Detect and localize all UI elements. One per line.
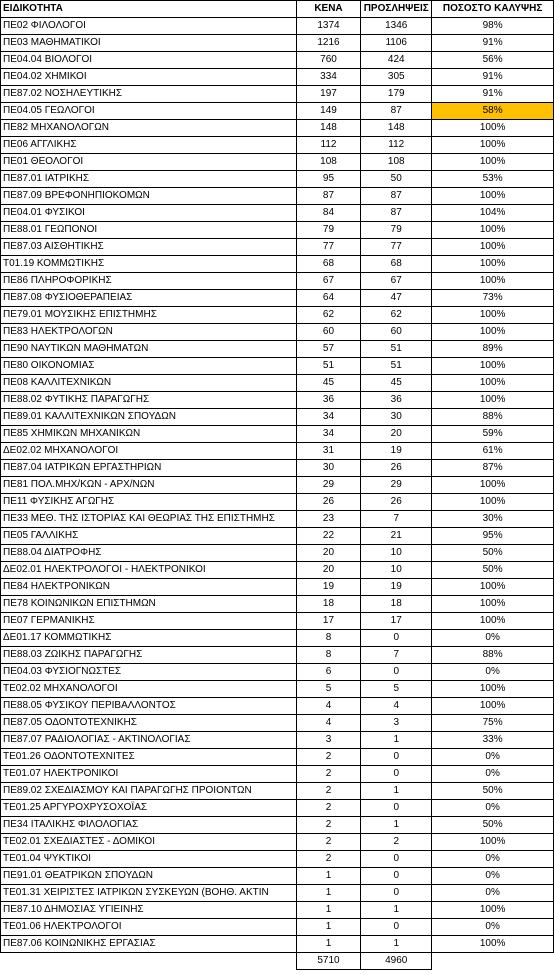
- cell-vacancies: 29: [296, 477, 361, 494]
- cell-vacancies: 2: [296, 766, 361, 783]
- cell-coverage: 73%: [432, 290, 554, 307]
- cell-vacancies: 5: [296, 681, 361, 698]
- cell-hires: 0: [361, 749, 432, 766]
- cell-vacancies: 34: [296, 409, 361, 426]
- cell-specialty: ΔΕ02.02 ΜΗΧΑΝΟΛΟΓΟΙ: [1, 443, 297, 460]
- table-row: [1, 681, 554, 698]
- table-row: [1, 545, 554, 562]
- table-row: [1, 103, 554, 120]
- table-row: [1, 256, 554, 273]
- cell-specialty: ΤΕ02.02 ΜΗΧΑΝΟΛΟΓΟΙ: [1, 681, 297, 698]
- cell-vacancies: 1: [296, 919, 361, 936]
- cell-vacancies: 18: [296, 596, 361, 613]
- table-row: [1, 511, 554, 528]
- table-row: [1, 902, 554, 919]
- table-row: [1, 460, 554, 477]
- table-row: [1, 630, 554, 647]
- cell-vacancies: 4: [296, 715, 361, 732]
- cell-coverage: 61%: [432, 443, 554, 460]
- cell-specialty: ΤΕ01.31 ΧΕΙΡΙΣΤΕΣ ΙΑΤΡΙΚΩΝ ΣΥΣΚΕΥΩΝ (ΒΟΗΘ. ΑΚΤΙΝ: [1, 885, 297, 902]
- cell-specialty: ΠΕ80 ΟΙΚΟΝΟΜΙΑΣ: [1, 358, 297, 375]
- table-row: [1, 188, 554, 205]
- cell-specialty: ΠΕ87.06 ΚΟΙΝΩΝΙΚΗΣ ΕΡΓΑΣΙΑΣ: [1, 936, 297, 953]
- cell-hires: 1: [361, 817, 432, 834]
- cell-hires: 21: [361, 528, 432, 545]
- table-row: [1, 664, 554, 681]
- cell-specialty: ΤΕ02.01 ΣΧΕΔΙΑΣΤΕΣ - ΔΟΜΙΚΟΙ: [1, 834, 297, 851]
- cell-hires: 30: [361, 409, 432, 426]
- cell-vacancies: 3: [296, 732, 361, 749]
- cell-hires: 7: [361, 647, 432, 664]
- cell-hires: 0: [361, 800, 432, 817]
- cell-coverage: 0%: [432, 749, 554, 766]
- cell-coverage: 0%: [432, 885, 554, 902]
- cell-vacancies: 108: [296, 154, 361, 171]
- cell-coverage: 100%: [432, 375, 554, 392]
- cell-hires: 77: [361, 239, 432, 256]
- cell-hires: 87: [361, 188, 432, 205]
- cell-hires: 2: [361, 834, 432, 851]
- cell-hires: 10: [361, 562, 432, 579]
- table-row: [1, 851, 554, 868]
- cell-hires: 26: [361, 494, 432, 511]
- cell-specialty: ΤΕ01.04 ΨΥΚΤΙΚΟΙ: [1, 851, 297, 868]
- table-row: [1, 52, 554, 69]
- cell-vacancies: 23: [296, 511, 361, 528]
- cell-specialty: ΠΕ86 ΠΛΗΡΟΦΟΡΙΚΗΣ: [1, 273, 297, 290]
- cell-vacancies: 2: [296, 783, 361, 800]
- cell-specialty: ΠΕ87.10 ΔΗΜΟΣΙΑΣ ΥΓΙΕΙΝΗΣ: [1, 902, 297, 919]
- cell-hires: 18: [361, 596, 432, 613]
- cell-coverage: 100%: [432, 936, 554, 953]
- table-row: [1, 477, 554, 494]
- cell-specialty: ΠΕ34 ΙΤΑΛΙΚΗΣ ΦΙΛΟΛΟΓΙΑΣ: [1, 817, 297, 834]
- table-row: [1, 273, 554, 290]
- table-row: [1, 800, 554, 817]
- table-row: [1, 715, 554, 732]
- cell-vacancies: 31: [296, 443, 361, 460]
- cell-vacancies: 87: [296, 188, 361, 205]
- cell-hires: 10: [361, 545, 432, 562]
- cell-vacancies: 6: [296, 664, 361, 681]
- cell-specialty: ΠΕ04.01 ΦΥΣΙΚΟΙ: [1, 205, 297, 222]
- cell-specialty: ΠΕ87.04 ΙΑΤΡΙΚΩΝ ΕΡΓΑΣΤΗΡΙΩΝ: [1, 460, 297, 477]
- cell-hires: 1346: [361, 18, 432, 35]
- cell-vacancies: 26: [296, 494, 361, 511]
- cell-specialty: ΠΕ33 ΜΕΘ. ΤΗΣ ΙΣΤΟΡΙΑΣ ΚΑΙ ΘΕΩΡΙΑΣ ΤΗΣ ΕΠΙΣΤΗΜΗΣ: [1, 511, 297, 528]
- cell-vacancies: 77: [296, 239, 361, 256]
- cell-hires: 67: [361, 273, 432, 290]
- cell-coverage: 100%: [432, 188, 554, 205]
- cell-specialty: ΠΕ88.01 ΓΕΩΠΟΝΟΙ: [1, 222, 297, 239]
- table-row: [1, 766, 554, 783]
- cell-vacancies: 79: [296, 222, 361, 239]
- header-hires: ΠΡΟΣΛΗΨΕΙΣ: [361, 1, 432, 18]
- cell-specialty: ΠΕ08 ΚΑΛΛΙΤΕΧΝΙΚΩΝ: [1, 375, 297, 392]
- cell-vacancies: 1374: [296, 18, 361, 35]
- cell-hires: 60: [361, 324, 432, 341]
- cell-specialty: ΠΕ04.02 ΧΗΜΙΚΟΙ: [1, 69, 297, 86]
- cell-coverage: 0%: [432, 800, 554, 817]
- cell-hires: 1: [361, 902, 432, 919]
- table-row: [1, 358, 554, 375]
- cell-hires: 0: [361, 851, 432, 868]
- table-row: [1, 35, 554, 52]
- cell-vacancies: 20: [296, 545, 361, 562]
- cell-hires: 0: [361, 664, 432, 681]
- cell-hires: 62: [361, 307, 432, 324]
- cell-vacancies: 57: [296, 341, 361, 358]
- table-row: [1, 69, 554, 86]
- cell-hires: 4: [361, 698, 432, 715]
- cell-hires: 424: [361, 52, 432, 69]
- cell-coverage: 100%: [432, 324, 554, 341]
- cell-vacancies: 1216: [296, 35, 361, 52]
- cell-vacancies: 2: [296, 800, 361, 817]
- cell-specialty: ΠΕ83 ΗΛΕΚΤΡΟΛΟΓΩΝ: [1, 324, 297, 341]
- cell-vacancies: 45: [296, 375, 361, 392]
- cell-coverage: 100%: [432, 256, 554, 273]
- header-vacancies: ΚΕΝΑ: [296, 1, 361, 18]
- table-row: [1, 817, 554, 834]
- cell-coverage: 98%: [432, 18, 554, 35]
- header-row: [1, 1, 554, 18]
- cell-vacancies: 19: [296, 579, 361, 596]
- cell-coverage: 50%: [432, 562, 554, 579]
- cell-specialty: ΠΕ02 ΦΙΛΟΛΟΓΟΙ: [1, 18, 297, 35]
- cell-vacancies: 148: [296, 120, 361, 137]
- table-row: [1, 885, 554, 902]
- cell-vacancies: 149: [296, 103, 361, 120]
- cell-specialty: ΠΕ04.05 ΓΕΩΛΟΓΟΙ: [1, 103, 297, 120]
- cell-vacancies: 36: [296, 392, 361, 409]
- cell-coverage: 50%: [432, 817, 554, 834]
- table-row: [1, 919, 554, 936]
- cell-hires: 7: [361, 511, 432, 528]
- cell-specialty: ΠΕ87.05 ΟΔΟΝΤΟΤΕΧΝΙΚΗΣ: [1, 715, 297, 732]
- cell-coverage: 91%: [432, 69, 554, 86]
- cell-coverage: 91%: [432, 35, 554, 52]
- table-row: [1, 647, 554, 664]
- cell-specialty: ΠΕ03 ΜΑΘΗΜΑΤΙΚΟΙ: [1, 35, 297, 52]
- cell-specialty: ΠΕ87.09 ΒΡΕΦΟΝΗΠΙΟΚΟΜΩΝ: [1, 188, 297, 205]
- cell-coverage: 50%: [432, 545, 554, 562]
- cell-coverage: 100%: [432, 477, 554, 494]
- cell-specialty: ΠΕ01 ΘΕΟΛΟΓΟΙ: [1, 154, 297, 171]
- cell-coverage: 0%: [432, 919, 554, 936]
- cell-coverage: 100%: [432, 273, 554, 290]
- cell-coverage: 88%: [432, 409, 554, 426]
- cell-hires: 112: [361, 137, 432, 154]
- cell-hires: 50: [361, 171, 432, 188]
- cell-vacancies: 760: [296, 52, 361, 69]
- cell-specialty: ΠΕ06 ΑΓΓΛΙΚΗΣ: [1, 137, 297, 154]
- cell-specialty: ΔΕ01.17 ΚΟΜΜΩΤΙΚΗΣ: [1, 630, 297, 647]
- cell-coverage: 59%: [432, 426, 554, 443]
- cell-hires: 108: [361, 154, 432, 171]
- cell-coverage: 91%: [432, 86, 554, 103]
- header-coverage: ΠΟΣΟΣΤΟ ΚΑΛΥΨΗΣ: [432, 1, 554, 18]
- table-row: [1, 868, 554, 885]
- cell-coverage: 100%: [432, 613, 554, 630]
- cell-vacancies: 8: [296, 630, 361, 647]
- cell-hires: 0: [361, 919, 432, 936]
- cell-coverage: 0%: [432, 664, 554, 681]
- cell-coverage: 100%: [432, 222, 554, 239]
- cell-coverage: 100%: [432, 834, 554, 851]
- table-row: [1, 596, 554, 613]
- cell-hires: 47: [361, 290, 432, 307]
- cell-vacancies: 17: [296, 613, 361, 630]
- cell-coverage: 0%: [432, 868, 554, 885]
- cell-coverage: 100%: [432, 596, 554, 613]
- cell-specialty: ΠΕ82 ΜΗΧΑΝΟΛΟΓΩΝ: [1, 120, 297, 137]
- table-row: [1, 834, 554, 851]
- table-row: [1, 579, 554, 596]
- cell-coverage: 100%: [432, 239, 554, 256]
- cell-coverage: 100%: [432, 902, 554, 919]
- header-specialty: ΕΙΔΙΚΟΤΗΤΑ: [1, 1, 297, 18]
- cell-specialty: ΠΕ78 ΚΟΙΝΩΝΙΚΩΝ ΕΠΙΣΤΗΜΩΝ: [1, 596, 297, 613]
- cell-vacancies: 84: [296, 205, 361, 222]
- cell-vacancies: 1: [296, 868, 361, 885]
- cell-coverage: 88%: [432, 647, 554, 664]
- cell-vacancies: 51: [296, 358, 361, 375]
- table-row: [1, 732, 554, 749]
- cell-specialty: ΠΕ07 ΓΕΡΜΑΝΙΚΗΣ: [1, 613, 297, 630]
- cell-vacancies: 22: [296, 528, 361, 545]
- table-row: [1, 528, 554, 545]
- cell-coverage: 100%: [432, 579, 554, 596]
- table-row: [1, 409, 554, 426]
- cell-coverage: 53%: [432, 171, 554, 188]
- cell-coverage: 100%: [432, 698, 554, 715]
- table-row: [1, 375, 554, 392]
- cell-vacancies: 334: [296, 69, 361, 86]
- totals-spacer-end: [432, 953, 554, 970]
- cell-vacancies: 60: [296, 324, 361, 341]
- cell-hires: 305: [361, 69, 432, 86]
- table-body: [1, 18, 554, 953]
- cell-vacancies: 67: [296, 273, 361, 290]
- cell-coverage: 100%: [432, 392, 554, 409]
- cell-vacancies: 20: [296, 562, 361, 579]
- cell-specialty: ΠΕ85 ΧΗΜΙΚΩΝ ΜΗΧΑΝΙΚΩΝ: [1, 426, 297, 443]
- cell-vacancies: 64: [296, 290, 361, 307]
- cell-specialty: ΠΕ87.02 ΝΟΣΗΛΕΥΤΙΚΗΣ: [1, 86, 297, 103]
- cell-specialty: ΠΕ79.01 ΜΟΥΣΙΚΗΣ ΕΠΙΣΤΗΜΗΣ: [1, 307, 297, 324]
- cell-specialty: ΠΕ11 ΦΥΣΙΚΗΣ ΑΓΩΓΗΣ: [1, 494, 297, 511]
- cell-hires: 0: [361, 630, 432, 647]
- cell-coverage: 75%: [432, 715, 554, 732]
- table-row: [1, 137, 554, 154]
- cell-specialty: Τ01.19 ΚΟΜΜΩΤΙΚΗΣ: [1, 256, 297, 273]
- cell-hires: 19: [361, 579, 432, 596]
- table-row: [1, 154, 554, 171]
- cell-specialty: ΠΕ91.01 ΘΕΑΤΡΙΚΩΝ ΣΠΟΥΔΩΝ: [1, 868, 297, 885]
- cell-specialty: ΠΕ89.02 ΣΧΕΔΙΑΣΜΟΥ ΚΑΙ ΠΑΡΑΓΩΓΗΣ ΠΡΟΙΟΝΤΩΝ: [1, 783, 297, 800]
- cell-hires: 45: [361, 375, 432, 392]
- cell-hires: 1: [361, 732, 432, 749]
- cell-hires: 0: [361, 766, 432, 783]
- table-row: [1, 324, 554, 341]
- cell-hires: 179: [361, 86, 432, 103]
- cell-specialty: ΤΕ01.26 ΟΔΟΝΤΟΤΕΧΝΙΤΕΣ: [1, 749, 297, 766]
- cell-coverage: 30%: [432, 511, 554, 528]
- cell-specialty: ΠΕ88.03 ΖΩΙΚΗΣ ΠΑΡΑΓΩΓΗΣ: [1, 647, 297, 664]
- table-row: [1, 562, 554, 579]
- cell-specialty: ΤΕ01.06 ΗΛΕΚΤΡΟΛΟΓΟΙ: [1, 919, 297, 936]
- cell-coverage: 0%: [432, 630, 554, 647]
- cell-hires: 87: [361, 103, 432, 120]
- cell-hires: 1: [361, 783, 432, 800]
- table-row: [1, 783, 554, 800]
- table-row: [1, 613, 554, 630]
- cell-hires: 79: [361, 222, 432, 239]
- cell-hires: 20: [361, 426, 432, 443]
- cell-hires: 17: [361, 613, 432, 630]
- totals-spacer: [1, 953, 297, 970]
- cell-hires: 148: [361, 120, 432, 137]
- cell-coverage: 95%: [432, 528, 554, 545]
- cell-coverage: 100%: [432, 137, 554, 154]
- table-row: [1, 494, 554, 511]
- table-row: [1, 443, 554, 460]
- cell-specialty: ΠΕ04.04 ΒΙΟΛΟΓΟΙ: [1, 52, 297, 69]
- cell-coverage: 0%: [432, 851, 554, 868]
- table-row: [1, 86, 554, 103]
- cell-hires: 36: [361, 392, 432, 409]
- cell-vacancies: 68: [296, 256, 361, 273]
- table-row: [1, 341, 554, 358]
- cell-coverage: 104%: [432, 205, 554, 222]
- table-row: [1, 222, 554, 239]
- totals-row: [1, 953, 554, 970]
- cell-vacancies: 1: [296, 902, 361, 919]
- cell-hires: 26: [361, 460, 432, 477]
- cell-specialty: ΤΕ01.25 ΑΡΓΥΡΟΧΡΥΣΟΧΟΪΑΣ: [1, 800, 297, 817]
- cell-vacancies: 2: [296, 851, 361, 868]
- cell-coverage: 100%: [432, 120, 554, 137]
- cell-hires: 19: [361, 443, 432, 460]
- cell-coverage: 100%: [432, 681, 554, 698]
- cell-vacancies: 1: [296, 885, 361, 902]
- cell-coverage: 100%: [432, 307, 554, 324]
- table-row: [1, 749, 554, 766]
- cell-coverage: 58%: [432, 103, 554, 120]
- cell-hires: 87: [361, 205, 432, 222]
- table-row: [1, 426, 554, 443]
- cell-vacancies: 112: [296, 137, 361, 154]
- table-row: [1, 290, 554, 307]
- cell-hires: 0: [361, 868, 432, 885]
- cell-specialty: ΠΕ87.03 ΑΙΣΘΗΤΙΚΗΣ: [1, 239, 297, 256]
- table-row: [1, 18, 554, 35]
- cell-coverage: 100%: [432, 494, 554, 511]
- cell-vacancies: 2: [296, 834, 361, 851]
- table-row: [1, 205, 554, 222]
- cell-specialty: ΠΕ84 ΗΛΕΚΤΡΟΝΙΚΩΝ: [1, 579, 297, 596]
- cell-coverage: 89%: [432, 341, 554, 358]
- table-row: [1, 698, 554, 715]
- cell-coverage: 87%: [432, 460, 554, 477]
- table-row: [1, 392, 554, 409]
- cell-vacancies: 197: [296, 86, 361, 103]
- cell-specialty: ΠΕ87.01 ΙΑΤΡΙΚΗΣ: [1, 171, 297, 188]
- cell-hires: 1106: [361, 35, 432, 52]
- cell-specialty: ΠΕ90 ΝΑΥΤΙΚΩΝ ΜΑΘΗΜΑΤΩΝ: [1, 341, 297, 358]
- cell-specialty: ΔΕ02.01 ΗΛΕΚΤΡΟΛΟΓΟΙ - ΗΛΕΚΤΡΟΝΙΚΟΙ: [1, 562, 297, 579]
- cell-coverage: 0%: [432, 766, 554, 783]
- table-row: [1, 171, 554, 188]
- cell-specialty: ΠΕ05 ΓΑΛΛΙΚΗΣ: [1, 528, 297, 545]
- cell-hires: 51: [361, 358, 432, 375]
- cell-specialty: ΠΕ87.07 ΡΑΔΙΟΛΟΓΙΑΣ - ΑΚΤΙΝΟΛΟΓΙΑΣ: [1, 732, 297, 749]
- cell-hires: 1: [361, 936, 432, 953]
- cell-vacancies: 4: [296, 698, 361, 715]
- cell-coverage: 56%: [432, 52, 554, 69]
- cell-coverage: 100%: [432, 154, 554, 171]
- cell-vacancies: 1: [296, 936, 361, 953]
- table-row: [1, 239, 554, 256]
- cell-vacancies: 8: [296, 647, 361, 664]
- cell-specialty: ΠΕ89.01 ΚΑΛΛΙΤΕΧΝΙΚΩΝ ΣΠΟΥΔΩΝ: [1, 409, 297, 426]
- cell-vacancies: 34: [296, 426, 361, 443]
- cell-specialty: ΠΕ87.08 ΦΥΣΙΟΘΕΡΑΠΕΙΑΣ: [1, 290, 297, 307]
- cell-specialty: ΠΕ81 ΠΟΛ.ΜΗΧ/ΚΩΝ - ΑΡΧ/ΝΩΝ: [1, 477, 297, 494]
- table-row: [1, 936, 554, 953]
- total-vacancies: 5710: [296, 953, 361, 970]
- cell-hires: 5: [361, 681, 432, 698]
- cell-vacancies: 30: [296, 460, 361, 477]
- cell-coverage: 33%: [432, 732, 554, 749]
- cell-hires: 0: [361, 885, 432, 902]
- cell-coverage: 100%: [432, 358, 554, 375]
- cell-hires: 29: [361, 477, 432, 494]
- cell-specialty: ΠΕ88.05 ΦΥΣΙΚΟΥ ΠΕΡΙΒΑΛΛΟΝΤΟΣ: [1, 698, 297, 715]
- cell-vacancies: 95: [296, 171, 361, 188]
- total-hires: 4960: [361, 953, 432, 970]
- cell-hires: 51: [361, 341, 432, 358]
- table-row: [1, 120, 554, 137]
- cell-coverage: 50%: [432, 783, 554, 800]
- cell-specialty: ΤΕ01.07 ΗΛΕΚΤΡΟΝΙΚΟΙ: [1, 766, 297, 783]
- cell-hires: 68: [361, 256, 432, 273]
- table-row: [1, 307, 554, 324]
- cell-specialty: ΠΕ88.02 ΦΥΤΙΚΗΣ ΠΑΡΑΓΩΓΗΣ: [1, 392, 297, 409]
- cell-vacancies: 2: [296, 749, 361, 766]
- cell-hires: 3: [361, 715, 432, 732]
- cell-specialty: ΠΕ04.03 ΦΥΣΙΟΓΝΩΣΤΕΣ: [1, 664, 297, 681]
- cell-vacancies: 62: [296, 307, 361, 324]
- cell-vacancies: 2: [296, 817, 361, 834]
- cell-specialty: ΠΕ88.04 ΔΙΑΤΡΟΦΗΣ: [1, 545, 297, 562]
